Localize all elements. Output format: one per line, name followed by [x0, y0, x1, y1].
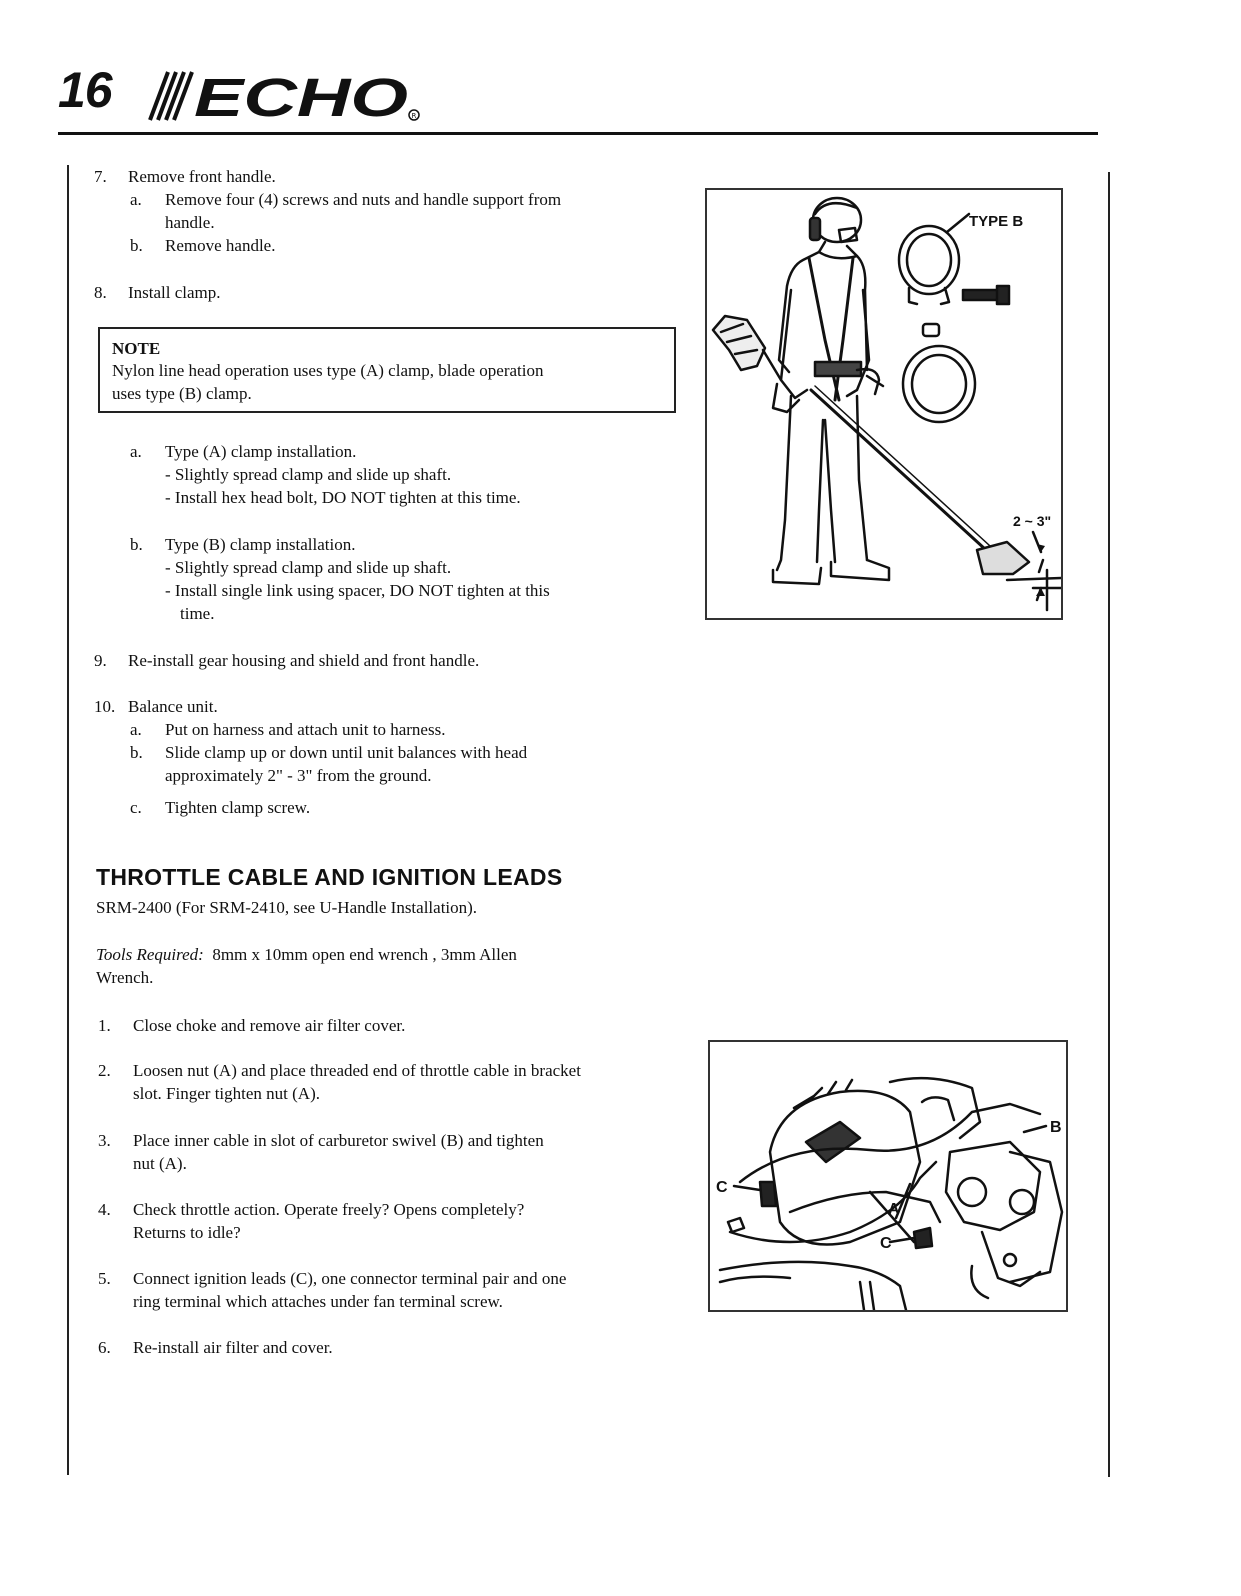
note-line2: uses type (B) clamp.	[112, 384, 252, 403]
page-number: 16	[58, 62, 112, 118]
tools-text: 8mm x 10mm open end wrench , 3mm Allen	[212, 945, 517, 964]
clamp-a-marker: a.	[130, 442, 142, 461]
throttle-step-4-number: 4.	[98, 1200, 111, 1219]
logo-wordmark: ECHO	[194, 68, 408, 126]
header-rule	[58, 132, 1098, 135]
throttle-step-3-number: 3.	[98, 1131, 111, 1150]
section-heading: THROTTLE CABLE AND IGNITION LEADS	[96, 864, 563, 890]
step-8-number: 8.	[94, 283, 107, 302]
figure-label-c-bottom: C	[880, 1235, 892, 1252]
figure-operator-illustration	[707, 190, 1061, 618]
step-9-number: 9.	[94, 651, 107, 670]
throttle-step-6-number: 6.	[98, 1338, 111, 1357]
tools-required	[96, 943, 517, 966]
step-9-text: Re-install gear housing and shield and front handle.	[128, 651, 480, 670]
step-7b-text: Remove handle.	[165, 236, 276, 255]
left-margin-rule	[67, 165, 69, 1475]
throttle-step-2-line2: slot. Finger tighten nut (A).	[133, 1084, 320, 1103]
throttle-step-4-line1: Check throttle action. Operate freely? Opens completely?	[133, 1200, 525, 1219]
clamp-b-title: Type (B) clamp installation.	[165, 535, 356, 554]
figure-label-b: B	[1050, 1119, 1062, 1136]
throttle-step-2-number: 2.	[98, 1061, 111, 1080]
step-7-text: Remove front handle.	[128, 167, 276, 186]
step-7b-marker: b.	[130, 236, 143, 255]
logo-speed-stripes-icon	[150, 72, 192, 120]
svg-text:R: R	[411, 112, 417, 120]
figure-label-a: A	[888, 1201, 900, 1218]
step-10a-marker: a.	[130, 720, 142, 739]
step-7a-line2: handle.	[165, 213, 215, 232]
figure-label-c-left: C	[716, 1179, 728, 1196]
note-title: NOTE	[112, 339, 161, 358]
echo-logo	[142, 60, 442, 131]
clamp-b-line2: - Install single link using spacer, DO NOT tighten at this	[165, 581, 550, 600]
figure-label-type-b: TYPE B	[969, 213, 1024, 230]
throttle-step-5-number: 5.	[98, 1269, 111, 1288]
clamp-b-line3: time.	[180, 604, 215, 623]
throttle-step-5-line1: Connect ignition leads (C), one connector terminal pair and one	[133, 1269, 567, 1288]
throttle-step-3-line1: Place inner cable in slot of carburetor swivel (B) and tighten	[133, 1131, 544, 1150]
step-10a-text: Put on harness and attach unit to harness.	[165, 720, 446, 739]
throttle-step-1-line1: Close choke and remove air filter cover.	[133, 1016, 406, 1035]
step-7-number: 7.	[94, 167, 107, 186]
clamp-a-title: Type (A) clamp installation.	[165, 442, 357, 461]
figure-label-gap: 2 ~ 3"	[1013, 513, 1052, 529]
throttle-step-4-line2: Returns to idle?	[133, 1223, 241, 1242]
step-7a-marker: a.	[130, 190, 142, 209]
figure-operator-clamp	[705, 188, 1063, 620]
throttle-step-1-number: 1.	[98, 1016, 111, 1035]
clamp-b-line1: - Slightly spread clamp and slide up shaft.	[165, 558, 452, 577]
step-10b-line1: Slide clamp up or down until unit balances with head	[165, 743, 528, 762]
right-margin-rule	[1108, 172, 1110, 1477]
step-8-text: Install clamp.	[128, 283, 221, 302]
figure-carburetor-illustration	[710, 1042, 1066, 1310]
step-10-text: Balance unit.	[128, 697, 218, 716]
tools-text-line2: Wrench.	[96, 968, 154, 987]
step-10c-text: Tighten clamp screw.	[165, 798, 311, 817]
tools-label: Tools Required:	[96, 945, 204, 964]
throttle-step-6-line1: Re-install air filter and cover.	[133, 1338, 333, 1357]
step-10-number: 10.	[94, 697, 116, 716]
note-line1: Nylon line head operation uses type (A) clamp, blade operation	[112, 361, 544, 380]
throttle-step-5-line2: ring terminal which attaches under fan terminal screw.	[133, 1292, 503, 1311]
step-10c-marker: c.	[130, 798, 142, 817]
clamp-a-line2: - Install hex head bolt, DO NOT tighten at this time.	[165, 488, 521, 507]
figure-throttle-cable	[708, 1040, 1068, 1312]
clamp-b-marker: b.	[130, 535, 143, 554]
step-10b-marker: b.	[130, 743, 143, 762]
throttle-step-2-line1: Loosen nut (A) and place threaded end of throttle cable in bracket	[133, 1061, 581, 1080]
section-subtitle: SRM-2400 (For SRM-2410, see U-Handle Installation).	[96, 898, 478, 917]
clamp-a-line1: - Slightly spread clamp and slide up shaft.	[165, 465, 452, 484]
throttle-step-3-line2: nut (A).	[133, 1154, 187, 1173]
step-7a-line1: Remove four (4) screws and nuts and handle support from	[165, 190, 562, 209]
step-10b-line2: approximately 2" - 3" from the ground.	[165, 766, 432, 785]
